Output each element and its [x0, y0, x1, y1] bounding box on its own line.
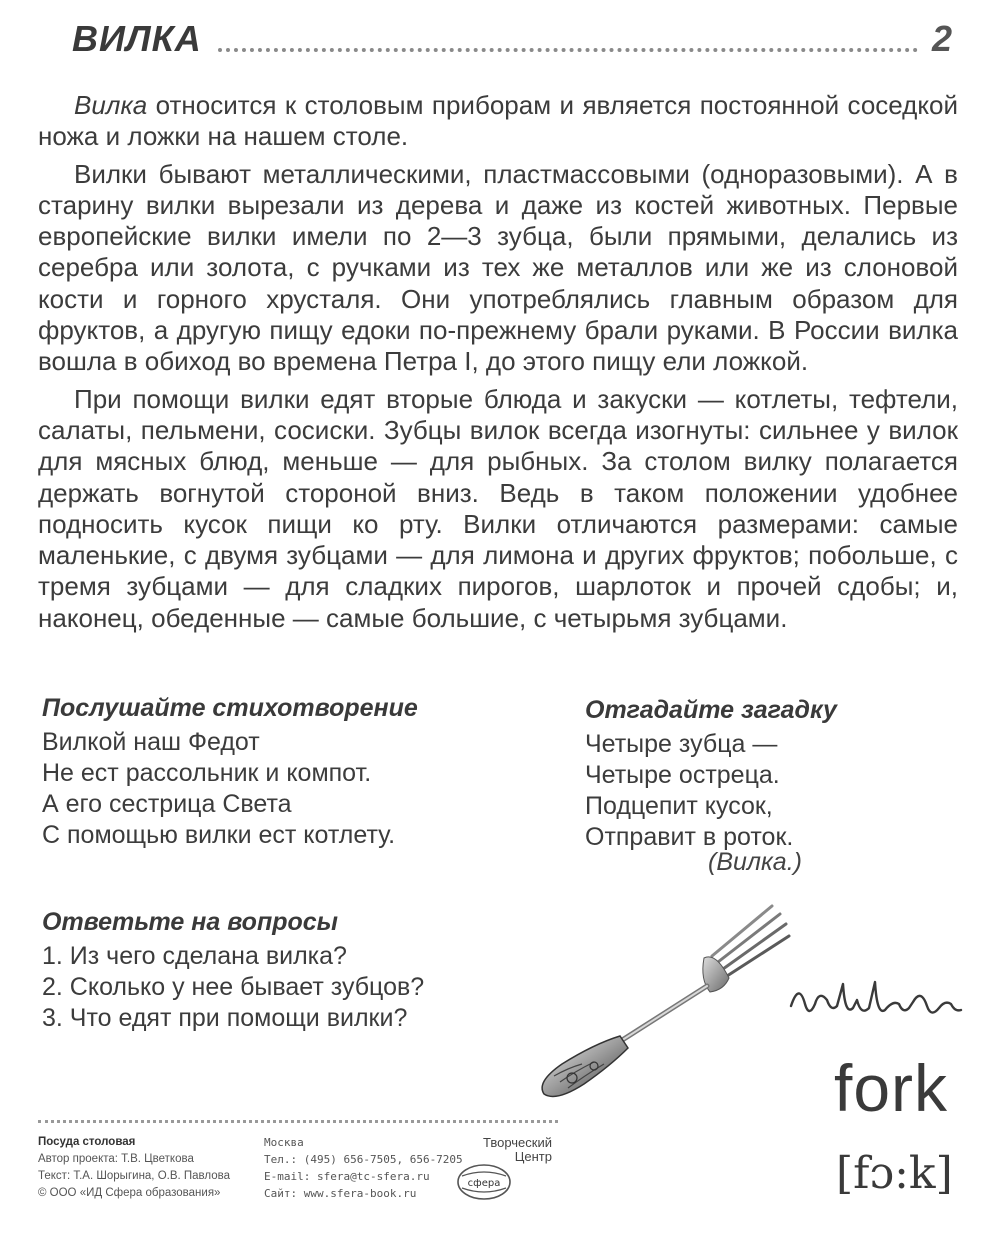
poem-line: С помощью вилки ест котлету. [42, 821, 396, 849]
poem-section [42, 694, 512, 851]
poem-line: Не ест рассольник и компот. [42, 759, 372, 787]
article-body [38, 90, 958, 640]
footer-series: Посуда столовая [38, 1136, 136, 1148]
questions-heading: Ответьте на вопросы [42, 908, 339, 936]
publisher-name [452, 1136, 552, 1164]
footer-contacts [264, 1134, 463, 1202]
riddle-section [585, 696, 885, 853]
paragraph-1 [38, 90, 958, 153]
question-item: 2. Сколько у нее бывает зубцов? [42, 973, 425, 1001]
footer-site: Сайт: www.sfera-book.ru [264, 1187, 417, 1200]
poem-heading: Послушайте стихотворение [42, 694, 418, 722]
riddle-line: Четыре зубца — [585, 730, 778, 758]
footer-copyright: © ООО «ИД Сфера образования» [38, 1187, 221, 1199]
poem-line: А его сестрица Света [42, 790, 292, 818]
footer-city: Москва [264, 1136, 304, 1149]
transcription: [fɔ:k] [836, 1148, 953, 1199]
paragraph-3: При помощи вилки едят вторые блюда и закуски — котлеты, тефтели, салаты, пельмени, сосиски. Зубцы вилок всегда изогнуты: сильнее у вилок для мясных блюд, меньше — для рыбных. За столом вилку полагается держать вогнутой стороной вниз. Ведь в таком положении удобнее подносить кусок пищи ко рту. Вилки отличаются размерами: самые маленькие, с двумя зубцами — для лимона и других фруктов; побольше, с тремя зубцами — для сладких пирогов, шарлоток и прочей сдобы; и, наконец, обеденные — самые большие, с четырьмя зубцами. [38, 383, 958, 633]
paragraph-lead: Вилка [74, 90, 148, 120]
footer-email: E-mail: sfera@tc-sfera.ru [264, 1170, 430, 1183]
riddle-answer: (Вилка.) [708, 848, 802, 876]
fork-illustration-icon [524, 896, 794, 1106]
footer-credits [38, 1134, 230, 1202]
title-leader-dots [218, 48, 918, 52]
footer-text-by: Текст: Т.А. Шорыгина, О.В. Павлова [38, 1170, 231, 1182]
publisher-logo-text: сфера [467, 1178, 501, 1189]
riddle-line: Подцепит кусок, [585, 792, 773, 820]
footer-phone: Тел.: (495) 656-7505, 656-7205 [264, 1153, 463, 1166]
publisher-line2: Центр [514, 1149, 552, 1164]
footer-author: Автор проекта: Т.В. Цветкова [38, 1153, 194, 1165]
question-item: 3. Что едят при помощи вилки? [42, 1004, 408, 1032]
poem-line: Вилкой наш Федот [42, 728, 260, 756]
english-word: fork [834, 1051, 949, 1125]
script-word [785, 960, 965, 1040]
paragraph-2: Вилки бывают металлическими, пластмассовыми (одноразовыми). А в старину вилки вырезали из дерева и даже из костей животных. Первые европейские вилки имели по 2—3 зубца, были прямыми, делались из серебра или золота, с ручками из тех же металлов или же из слоновой кости и горного хрусталя. Они употреблялись главным образом для фруктов, а другую пищу едоки по-прежнему брали руками. В России вилка вошла в обиход во времена Петра I, до этого пищу ели ложкой. [38, 158, 958, 377]
paragraph-text: относится к столовым приборам и является постоянной соседкой ножа и ложки на нашем столе. [38, 90, 958, 152]
publisher-logo-icon [454, 1162, 514, 1202]
page-number: 2 [932, 18, 953, 59]
riddle-line: Четыре острецa. [585, 761, 780, 789]
page-title: ВИЛКА [72, 18, 202, 59]
question-item: 1. Из чего сделана вилка? [42, 942, 347, 970]
footer-divider [38, 1120, 558, 1123]
riddle-heading: Отгадайте загадку [585, 696, 837, 724]
questions-section [42, 908, 512, 1034]
riddle-line: Отправит в роток. [585, 823, 794, 851]
publisher-line1: Творческий [482, 1135, 552, 1150]
